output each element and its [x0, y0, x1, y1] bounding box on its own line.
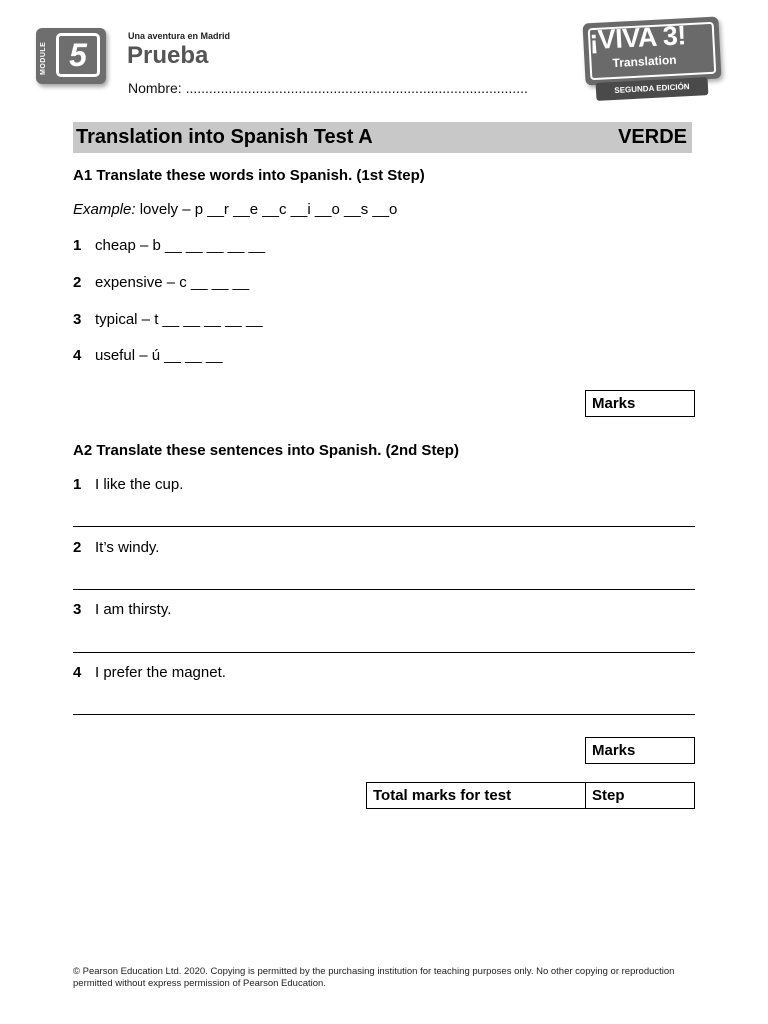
item-text: typical – t __ __ __ __ __ — [95, 311, 263, 328]
module-label: MODULE — [40, 41, 47, 75]
item-text: I am thirsty. — [95, 601, 172, 618]
a2-item — [73, 476, 183, 493]
logo-edition: SEGUNDA EDICIÓN — [596, 77, 709, 101]
item-text: expensive – c __ __ __ — [95, 274, 250, 291]
a1-item — [73, 347, 223, 364]
a2-marks-box[interactable]: Marks — [585, 737, 695, 764]
item-number: 4 — [73, 664, 82, 681]
module-number: 5 — [56, 33, 100, 77]
doc-type: Prueba — [127, 42, 209, 69]
total-marks-box[interactable]: Step — [585, 782, 695, 809]
a2-item — [73, 664, 226, 681]
copyright-footer: © Pearson Education Ltd. 2020. Copying is permitted by the purchasing institution for teaching purposes only. No other copying or reproduction permitted without express permission of Pearson Education. — [73, 966, 675, 989]
title-bar — [73, 122, 692, 153]
total-marks-label: Total marks for test — [366, 782, 586, 809]
level-label: VERDE — [618, 126, 687, 148]
a1-heading: A1 Translate these words into Spanish. (1st Step) — [73, 167, 425, 184]
logo-plate — [582, 16, 721, 85]
item-number: 3 — [73, 311, 82, 328]
item-number: 1 — [73, 476, 82, 493]
item-text: useful – ú __ __ __ — [95, 347, 223, 364]
item-number: 2 — [73, 274, 82, 291]
a2-item — [73, 539, 159, 556]
a1-marks-box[interactable]: Marks — [585, 390, 695, 417]
name-field: Nombre: ........................................................................................ — [128, 80, 528, 96]
item-number: 4 — [73, 347, 82, 364]
item-number: 3 — [73, 601, 82, 618]
answer-line[interactable] — [73, 526, 695, 527]
a1-item — [73, 311, 263, 328]
answer-line[interactable] — [73, 714, 695, 715]
a1-item — [73, 274, 249, 291]
a2-item — [73, 601, 171, 618]
answer-line[interactable] — [73, 589, 695, 590]
viva-logo — [580, 20, 728, 104]
logo-word: ¡VIVA 3! — [588, 20, 687, 56]
item-text: cheap – b __ __ __ __ __ — [95, 237, 266, 254]
item-text: I like the cup. — [95, 476, 184, 493]
module-badge — [36, 28, 106, 84]
answer-line[interactable] — [73, 652, 695, 653]
a1-example — [73, 201, 397, 218]
item-number: 2 — [73, 539, 82, 556]
logo-sub: Translation — [612, 52, 677, 71]
example-label: Example: — [73, 201, 136, 218]
a2-heading: A2 Translate these sentences into Spanish. (2nd Step) — [73, 442, 459, 459]
page-title: Translation into Spanish Test A — [76, 126, 373, 148]
a1-item — [73, 237, 265, 254]
unit-title: Una aventura en Madrid — [128, 31, 231, 41]
example-text: lovely – p __r __e __c __i __o __s __o — [135, 201, 398, 218]
item-text: I prefer the magnet. — [95, 664, 226, 681]
item-text: It’s windy. — [95, 539, 160, 556]
item-number: 1 — [73, 237, 82, 254]
